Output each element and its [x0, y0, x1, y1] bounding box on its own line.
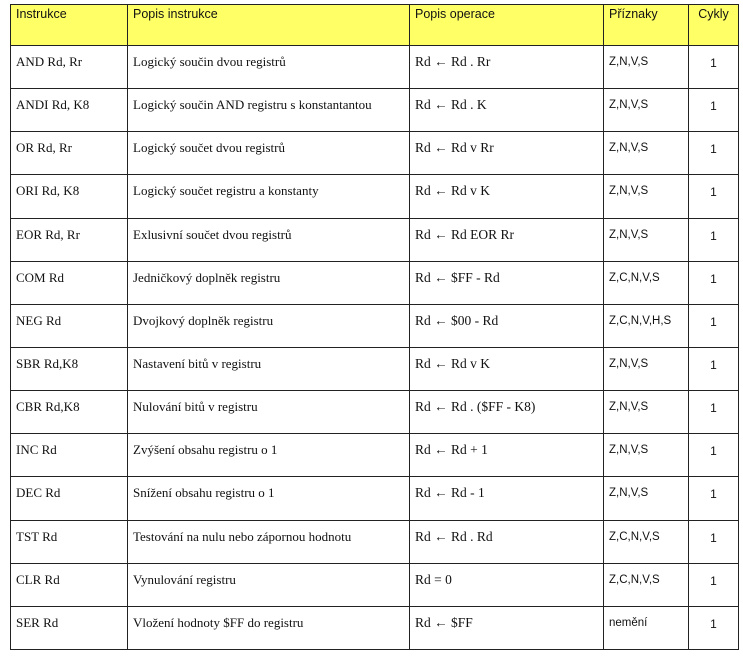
table-row	[11, 175, 739, 218]
cell-instrukce: NEG Rd	[11, 304, 128, 347]
table-body	[11, 46, 739, 650]
cell-popis-operace: Rd ← Rd - 1	[410, 477, 604, 520]
cell-popis-instrukce: Vynulování registru	[128, 563, 410, 606]
cell-cykly: 1	[689, 89, 739, 132]
cell-priznaky: Z,N,V,S	[604, 132, 689, 175]
header-popis-instrukce: Popis instrukce	[128, 5, 410, 46]
cell-instrukce: CLR Rd	[11, 563, 128, 606]
cell-instrukce: ORI Rd, K8	[11, 175, 128, 218]
cell-popis-operace: Rd ← $FF	[410, 606, 604, 649]
table-row	[11, 218, 739, 261]
cell-cykly: 1	[689, 132, 739, 175]
cell-popis-operace: Rd = 0	[410, 563, 604, 606]
header-priznaky: Příznaky	[604, 5, 689, 46]
cell-cykly: 1	[689, 46, 739, 89]
cell-cykly: 1	[689, 477, 739, 520]
cell-cykly: 1	[689, 520, 739, 563]
table-row	[11, 304, 739, 347]
cell-cykly: 1	[689, 434, 739, 477]
cell-popis-instrukce: Zvýšení obsahu registru o 1	[128, 434, 410, 477]
cell-popis-operace: Rd ← Rd . Rd	[410, 520, 604, 563]
table-row	[11, 477, 739, 520]
cell-popis-instrukce: Jedničkový doplněk registru	[128, 261, 410, 304]
table-row	[11, 520, 739, 563]
table-row	[11, 89, 739, 132]
cell-popis-operace: Rd ← Rd . ($FF - K8)	[410, 391, 604, 434]
cell-instrukce: OR Rd, Rr	[11, 132, 128, 175]
cell-popis-operace: Rd ← Rd v K	[410, 175, 604, 218]
cell-priznaky: Z,N,V,S	[604, 89, 689, 132]
cell-popis-operace: Rd ← Rd v Rr	[410, 132, 604, 175]
cell-priznaky: Z,N,V,S	[604, 218, 689, 261]
cell-priznaky: Z,C,N,V,S	[604, 520, 689, 563]
cell-popis-instrukce: Exlusivní součet dvou registrů	[128, 218, 410, 261]
cell-popis-operace: Rd ← Rd + 1	[410, 434, 604, 477]
cell-instrukce: TST Rd	[11, 520, 128, 563]
cell-instrukce: SER Rd	[11, 606, 128, 649]
cell-popis-instrukce: Logický součin AND registru s konstantantou	[128, 89, 410, 132]
cell-instrukce: EOR Rd, Rr	[11, 218, 128, 261]
cell-priznaky: Z,C,N,V,S	[604, 261, 689, 304]
cell-priznaky: Z,C,N,V,S	[604, 563, 689, 606]
cell-popis-operace: Rd ← $00 - Rd	[410, 304, 604, 347]
table-row	[11, 46, 739, 89]
cell-priznaky: Z,N,V,S	[604, 347, 689, 390]
cell-priznaky: Z,N,V,S	[604, 46, 689, 89]
cell-priznaky: Z,N,V,S	[604, 391, 689, 434]
cell-instrukce: DEC Rd	[11, 477, 128, 520]
cell-popis-instrukce: Testování na nulu nebo zápornou hodnotu	[128, 520, 410, 563]
cell-instrukce: ANDI Rd, K8	[11, 89, 128, 132]
cell-priznaky: Z,N,V,S	[604, 434, 689, 477]
cell-popis-instrukce: Nulování bitů v registru	[128, 391, 410, 434]
cell-cykly: 1	[689, 218, 739, 261]
cell-popis-instrukce: Snížení obsahu registru o 1	[128, 477, 410, 520]
cell-popis-instrukce: Dvojkový doplněk registru	[128, 304, 410, 347]
cell-instrukce: CBR Rd,K8	[11, 391, 128, 434]
cell-popis-operace: Rd ← Rd EOR Rr	[410, 218, 604, 261]
cell-instrukce: COM Rd	[11, 261, 128, 304]
cell-cykly: 1	[689, 175, 739, 218]
table-row	[11, 347, 739, 390]
cell-popis-instrukce: Logický součet registru a konstanty	[128, 175, 410, 218]
table-row	[11, 434, 739, 477]
cell-cykly: 1	[689, 261, 739, 304]
cell-popis-operace: Rd ← Rd . Rr	[410, 46, 604, 89]
header-row	[11, 5, 739, 46]
header-cykly: Cykly	[689, 5, 739, 46]
header-popis-operace: Popis operace	[410, 5, 604, 46]
cell-priznaky: Z,N,V,S	[604, 477, 689, 520]
table-row	[11, 261, 739, 304]
cell-cykly: 1	[689, 304, 739, 347]
cell-instrukce: AND Rd, Rr	[11, 46, 128, 89]
table-row	[11, 606, 739, 649]
header-instrukce: Instrukce	[11, 5, 128, 46]
cell-popis-operace: Rd ← $FF - Rd	[410, 261, 604, 304]
cell-priznaky: nemění	[604, 606, 689, 649]
cell-popis-instrukce: Vložení hodnoty $FF do registru	[128, 606, 410, 649]
cell-instrukce: INC Rd	[11, 434, 128, 477]
cell-cykly: 1	[689, 347, 739, 390]
cell-priznaky: Z,N,V,S	[604, 175, 689, 218]
cell-cykly: 1	[689, 391, 739, 434]
cell-popis-operace: Rd ← Rd v K	[410, 347, 604, 390]
table-row	[11, 391, 739, 434]
table-row	[11, 563, 739, 606]
table-row	[11, 132, 739, 175]
cell-popis-operace: Rd ← Rd . K	[410, 89, 604, 132]
cell-popis-instrukce: Logický součet dvou registrů	[128, 132, 410, 175]
cell-cykly: 1	[689, 563, 739, 606]
cell-instrukce: SBR Rd,K8	[11, 347, 128, 390]
instruction-table	[10, 4, 739, 650]
cell-popis-instrukce: Logický součin dvou registrů	[128, 46, 410, 89]
cell-cykly: 1	[689, 606, 739, 649]
cell-popis-instrukce: Nastavení bitů v registru	[128, 347, 410, 390]
cell-priznaky: Z,C,N,V,H,S	[604, 304, 689, 347]
